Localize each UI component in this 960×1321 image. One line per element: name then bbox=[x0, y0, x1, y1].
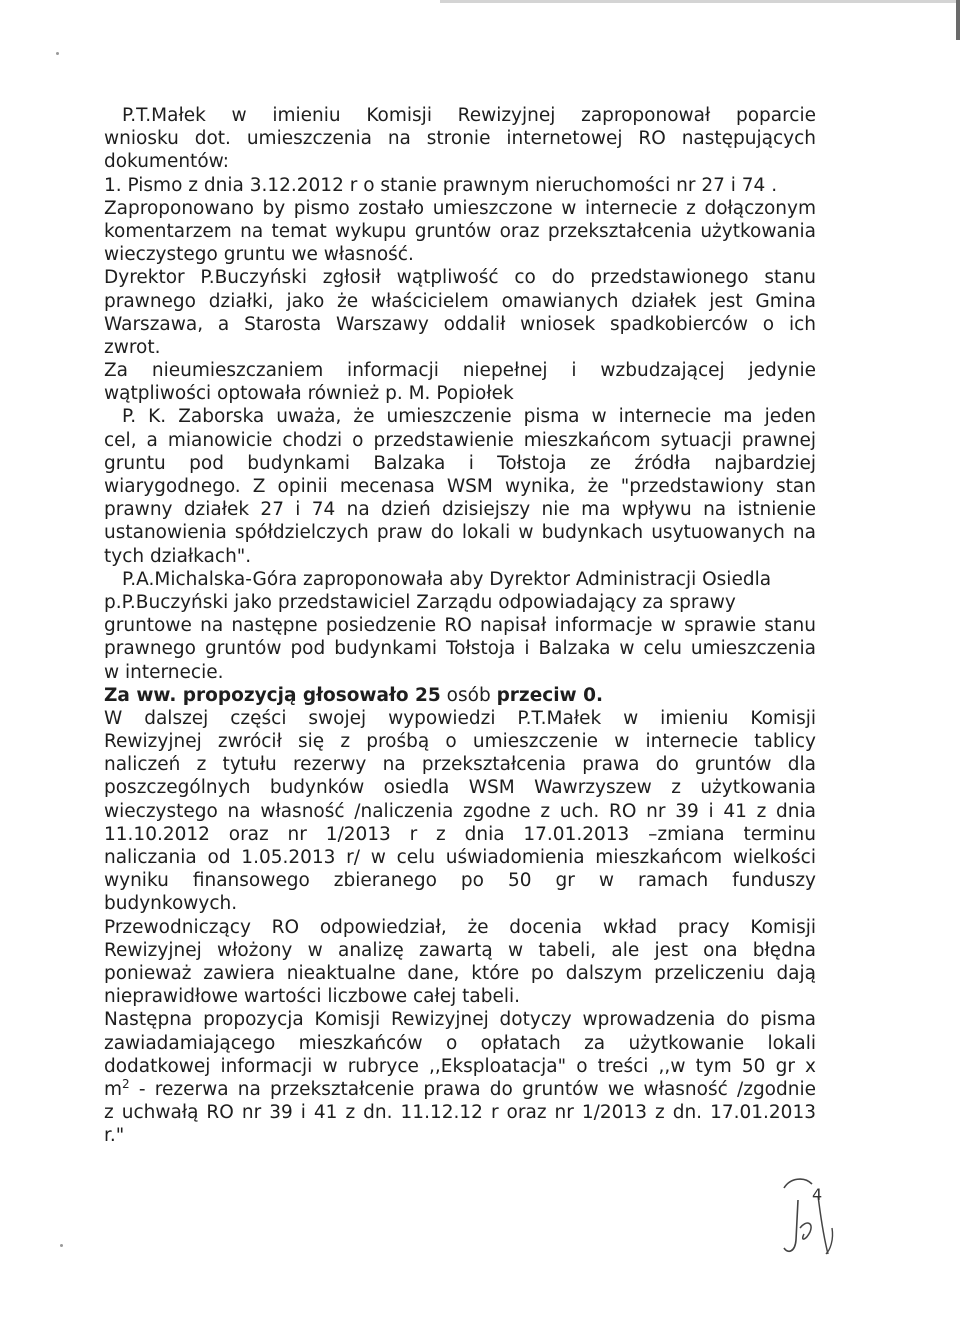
text-line: P.A.Michalska-Góra zaproponowała aby Dyrektor Administracji Osiedla bbox=[122, 568, 772, 590]
scan-speck bbox=[56, 52, 59, 55]
line-text: - rezerwa na przekształcenie prawa do gruntów we własność /zgodnie bbox=[129, 1078, 816, 1100]
text-line: r." bbox=[104, 1125, 125, 1147]
text-line: wniosku dot. umieszczenia na stronie internetowej RO następujących bbox=[104, 128, 816, 150]
text-line: W dalszej części swojej wypowiedzi P.T.Małek w imieniu Komisji bbox=[104, 707, 816, 729]
signature-initials bbox=[770, 1170, 840, 1265]
text-line: zwrot. bbox=[104, 336, 161, 358]
text-line: p.P.Buczyński jako przedstawiciel Zarządu odpowiadający za sprawy bbox=[104, 591, 736, 613]
text-line: Przewodniczący RO odpowiedział, że docenia wkład pracy Komisji bbox=[104, 916, 816, 938]
scan-edge-right bbox=[956, 0, 960, 40]
text-line: zawiadamiającego mieszkańców o opłatach za użytkowanie lokali bbox=[104, 1032, 816, 1054]
text-line: Dyrektor P.Buczyński zgłosił wątpliwość co do przedstawionego stanu bbox=[104, 267, 816, 289]
vote-mid-text: osób bbox=[440, 684, 497, 706]
text-line: Zaproponowano by pismo zostało umieszczone w internecie z dołączonym bbox=[104, 197, 816, 219]
text-line: ustanowienia spółdzielczych praw do lokali w budynkach usytuowanych na bbox=[104, 522, 816, 544]
text-line: prawnego gruntów pod budynkami Tołstoja i Balzaka w celu umieszczenia bbox=[104, 638, 816, 660]
text-line: gruntowe na następne posiedzenie RO napisał informacje w sprawie stanu bbox=[104, 615, 816, 637]
text-line: prawny działek 27 i 74 na dzień dzisiejszy nie ma wpływu na istnienie bbox=[104, 499, 816, 521]
text-line: dokumentów: bbox=[104, 151, 229, 173]
text-line: Warszawa, a Starosta Warszawy oddalił wniosek spadkobierców o ich bbox=[104, 313, 816, 335]
text-line: komentarzem na temat wykupu gruntów oraz przekształcenia użytkowania bbox=[104, 220, 816, 242]
text-line: P.T.Małek w imieniu Komisji Rewizyjnej zaproponował poparcie bbox=[122, 105, 816, 126]
text-line: poszczególnych budynków osiedla WSM Wawrzyszew z użytkowania bbox=[104, 777, 816, 799]
superscript-text: 2 bbox=[122, 1076, 130, 1091]
text-line: 11.10.2012 oraz nr 1/2013 r z dnia 17.01.2013 –zmiana terminu bbox=[104, 823, 816, 845]
vote-for-text: Za ww. propozycją głosowało 25 bbox=[104, 684, 441, 706]
text-line: Następna propozycja Komisji Rewizyjnej dotyczy wprowadzenia do pisma bbox=[104, 1009, 816, 1031]
text-line: naliczeń z tytułu rezerwy na przekształcenia prawa do gruntów dla bbox=[104, 754, 816, 776]
text-line: wyniku finansowego zbieranego po 50 gr w ramach funduszy bbox=[104, 870, 816, 892]
text-line: Rewizyjnej zwrócił się z prośbą o umieszczenie w internecie tablicy bbox=[104, 731, 816, 753]
text-line: P. K. Zaborska uważa, że umieszczenie pisma w internecie ma jeden bbox=[122, 406, 816, 428]
text-line: w internecie. bbox=[104, 661, 224, 683]
text-line: tych działkach". bbox=[104, 545, 252, 567]
document-body bbox=[104, 104, 816, 1147]
vote-result-line bbox=[104, 684, 816, 707]
text-line: 1. Pismo z dnia 3.12.2012 r o stanie prawnym nieruchomości nr 27 i 74 . bbox=[104, 174, 778, 196]
text-line: prawnego działki, jako że właścicielem omawianych działek jest Gmina bbox=[104, 290, 816, 312]
vote-against-text: przeciw 0. bbox=[496, 684, 603, 706]
text-line: wieczystego gruntu we własność. bbox=[104, 244, 414, 266]
text-line: cel, a mianowicie chodzi o przedstawienie mieszkańcom sytuacji prawnej bbox=[104, 429, 816, 451]
text-line: Rewizyjnej włożony w analizę zawartą w tabeli, ale jest ona błędna bbox=[104, 939, 816, 961]
text-line bbox=[104, 1078, 816, 1101]
scan-edge-top bbox=[440, 0, 960, 3]
text-line: wieczystego na własność /naliczenia zgodne z uch. RO nr 39 i 41 z dnia bbox=[104, 800, 816, 822]
text-line: budynkowych. bbox=[104, 893, 238, 915]
text-line: wiarygodnego. Z opinii mecenasa WSM wynika, że "przedstawiony stan bbox=[104, 476, 816, 497]
text-line: z uchwałą RO nr 39 i 41 z dn. 11.12.12 r oraz nr 1/2013 z dn. 17.01.2013 bbox=[104, 1102, 816, 1124]
scan-speck bbox=[60, 1244, 63, 1247]
text-line: Za nieumieszczaniem informacji niepełnej i wzbudzającej jedynie bbox=[104, 360, 816, 382]
unit-text: m bbox=[104, 1078, 123, 1100]
text-line: gruntu pod budynkami Balzaka i Tołstoja ze źródła najbardziej bbox=[104, 452, 816, 474]
text-line: ponieważ zawiera nieaktualne dane, które po dalszym przeliczeniu dają bbox=[104, 962, 816, 984]
text-line: wątpliwości optowała również p. M. Popiołek bbox=[104, 383, 514, 405]
page-number: 4 bbox=[812, 1185, 823, 1204]
text-line: nieprawidłowe wartości liczbowe całej tabeli. bbox=[104, 986, 521, 1008]
text-line: dodatkowej informacji w rubryce ,,Eksploatacja" o treści ,,w tym 50 gr x bbox=[104, 1055, 816, 1077]
text-line: naliczania od 1.05.2013 r/ w celu uświadomienia mieszkańcom wielkości bbox=[104, 847, 816, 868]
